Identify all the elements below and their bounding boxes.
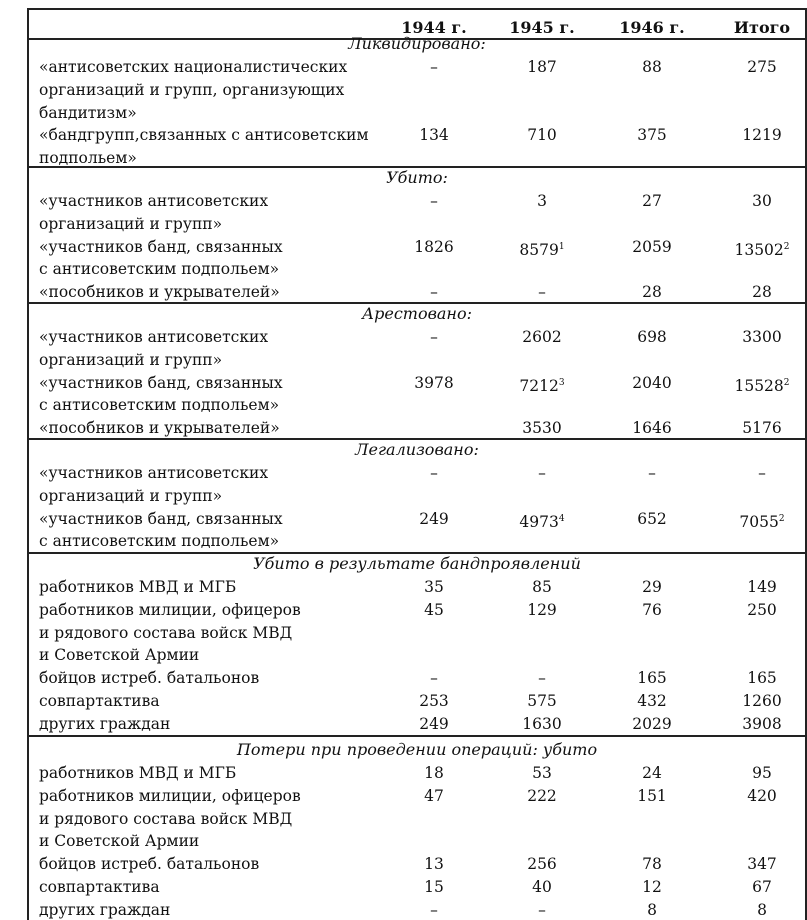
- row-label-line: бойцов истреб. батальонов: [39, 669, 260, 688]
- cell-1946: 432: [637, 692, 667, 710]
- section-title: Убито в результате бандпроявлений: [253, 554, 581, 573]
- cell-1944: –: [430, 900, 438, 919]
- row-label-line: «участников банд, связанных: [39, 509, 283, 528]
- row-label-line: и Советской Армии: [39, 832, 200, 851]
- row-label: [39, 785, 389, 853]
- table-row: [29, 853, 805, 876]
- cell-1946: 2040: [632, 373, 672, 392]
- cell-1945: 129: [527, 600, 557, 619]
- cell-total: 165: [747, 669, 777, 688]
- cell-total: 275: [747, 58, 777, 76]
- section-title: Потери при проведении операций: убито: [236, 740, 598, 759]
- row-label: [39, 576, 389, 599]
- row-label: [39, 876, 389, 899]
- table-row: [29, 690, 805, 713]
- cell-1945: –: [538, 669, 546, 688]
- row-label-line: организаций и групп»: [39, 214, 223, 233]
- row-label-line: работников МВД и МГБ: [39, 578, 237, 596]
- cell-1946: 27: [642, 192, 662, 210]
- row-label: [39, 462, 389, 508]
- cell-total: 420: [747, 786, 777, 805]
- cell-1945: 85: [532, 578, 552, 596]
- cell-1944: –: [430, 58, 438, 76]
- row-label-line: «участников антисоветских: [39, 328, 269, 346]
- cell-1944: 35: [424, 578, 444, 596]
- cell-total: 3300: [742, 328, 782, 346]
- row-label: [39, 599, 389, 667]
- section-title: Убито:: [386, 168, 448, 187]
- table-row: [29, 372, 805, 418]
- cell-1946: 2029: [632, 714, 672, 733]
- row-label: [39, 124, 389, 170]
- cell-1945: 53: [532, 764, 552, 782]
- cell-1944: –: [430, 669, 438, 688]
- row-label: [39, 853, 389, 876]
- section-title: Арестовано:: [361, 304, 472, 323]
- footnote-marker: 4: [558, 513, 565, 524]
- cell-1944: –: [430, 464, 438, 482]
- row-label: [39, 281, 389, 304]
- row-label-line: совпартактива: [39, 692, 160, 710]
- row-label-line: других граждан: [39, 714, 171, 733]
- cell-1944: 13: [424, 855, 444, 874]
- table-row: [29, 899, 805, 920]
- cell-1946: 1646: [632, 419, 672, 438]
- row-label-line: подпольем»: [39, 149, 137, 168]
- cell-total: 149: [747, 578, 777, 596]
- row-label: [39, 667, 389, 690]
- footnote-marker: 1: [558, 241, 565, 252]
- row-label: [39, 713, 389, 736]
- row-label-line: с антисоветским подпольем»: [39, 396, 280, 415]
- footnote-marker: 3: [558, 377, 565, 388]
- cell-total: 8: [757, 900, 767, 919]
- cell-total: 67: [752, 878, 772, 896]
- cell-1945: –: [538, 464, 546, 482]
- table-row: [29, 599, 805, 667]
- cell-total: 13502$^2$: [734, 240, 790, 259]
- table-row: [29, 326, 805, 372]
- cell-1944: 3978: [414, 373, 454, 392]
- row-label-line: «участников антисоветских: [39, 192, 269, 210]
- column-header-1946: 1946 г.: [619, 18, 685, 37]
- footnote-marker: 2: [778, 513, 785, 524]
- row-label-line: организаций и групп, организующих: [39, 80, 345, 99]
- cell-1945: 575: [527, 692, 557, 710]
- row-label: [39, 762, 389, 785]
- row-label: [39, 899, 389, 920]
- cell-1945: 8579$^1$: [519, 240, 565, 259]
- cell-1945: 3530: [522, 419, 562, 438]
- cell-1946: –: [648, 464, 656, 482]
- cell-1944: 253: [419, 692, 449, 710]
- cell-1945: 40: [532, 878, 552, 896]
- cell-1946: 88: [642, 58, 662, 76]
- section-title: Ликвидировано:: [348, 34, 486, 53]
- cell-total: –: [758, 464, 766, 482]
- row-label: [39, 56, 389, 124]
- row-label-line: с антисоветским подпольем»: [39, 260, 280, 279]
- cell-1945: 187: [527, 58, 557, 76]
- cell-1946: 2059: [632, 237, 672, 256]
- table-row: [29, 56, 805, 124]
- cell-1945: –: [538, 900, 546, 919]
- column-header-1944: 1944 г.: [401, 18, 467, 37]
- cell-total: 28: [752, 283, 772, 302]
- table-row: [29, 462, 805, 508]
- row-label-line: работников милиции, офицеров: [39, 600, 301, 619]
- row-label: [39, 508, 389, 554]
- cell-1946: 76: [642, 600, 662, 619]
- row-label-line: и рядового состава войск МВД: [39, 809, 293, 828]
- table-row: [29, 667, 805, 690]
- table-row: [29, 190, 805, 236]
- cell-1944: 45: [424, 600, 444, 619]
- row-label: [39, 372, 389, 418]
- cell-1946: 28: [642, 283, 662, 302]
- cell-1944: 18: [424, 764, 444, 782]
- row-label-line: работников МВД и МГБ: [39, 764, 237, 782]
- footnote-marker: 2: [783, 241, 790, 252]
- row-label-line: «участников банд, связанных: [39, 373, 283, 392]
- cell-1945: 2602: [522, 328, 562, 346]
- cell-total: 250: [747, 600, 777, 619]
- cell-1945: 1630: [522, 714, 562, 733]
- table-row: [29, 876, 805, 899]
- cell-1944: 47: [424, 786, 444, 805]
- cell-1945: 4973$^4$: [519, 512, 565, 531]
- footnote-marker: 2: [783, 377, 790, 388]
- row-label-line: и Советской Армии: [39, 646, 200, 665]
- cell-1946: 375: [637, 126, 667, 145]
- table-row: [29, 124, 805, 170]
- cell-1944: 249: [419, 509, 449, 528]
- cell-1944: –: [430, 192, 438, 210]
- table-row: [29, 236, 805, 282]
- cell-1946: 652: [637, 509, 667, 528]
- cell-1946: 24: [642, 764, 662, 782]
- row-label-line: «участников антисоветских: [39, 464, 269, 482]
- section-title: Легализовано:: [355, 440, 479, 459]
- cell-1946: 12: [642, 878, 662, 896]
- row-label-line: и рядового состава войск МВД: [39, 623, 293, 642]
- cell-1944: 134: [419, 126, 449, 145]
- cell-1946: 151: [637, 786, 667, 805]
- row-label-line: «антисоветских националистических: [39, 58, 348, 76]
- table-row: [29, 281, 805, 304]
- row-label-line: «бандгрупп,связанных с антисоветским: [39, 126, 369, 145]
- statistics-table: [27, 8, 807, 920]
- column-header-total: Итого: [733, 18, 791, 37]
- table-row: [29, 508, 805, 554]
- cell-1945: 7212$^3$: [519, 376, 565, 395]
- column-header-1945: 1945 г.: [509, 18, 575, 37]
- table-row: [29, 713, 805, 736]
- cell-total: 1219: [742, 126, 782, 145]
- row-label-line: «пособников и укрывателей»: [39, 419, 280, 438]
- row-label-line: работников милиции, офицеров: [39, 786, 301, 805]
- cell-1944: –: [430, 283, 438, 302]
- cell-1944: 15: [424, 878, 444, 896]
- cell-1945: 3: [537, 192, 547, 210]
- cell-total: 95: [752, 764, 772, 782]
- cell-total: 5176: [742, 419, 782, 438]
- row-label-line: организаций и групп»: [39, 350, 223, 369]
- table-row: [29, 762, 805, 785]
- row-label: [39, 417, 389, 440]
- cell-1946: 698: [637, 328, 667, 346]
- cell-1946: 78: [642, 855, 662, 874]
- row-label: [39, 326, 389, 372]
- cell-1945: –: [538, 283, 546, 302]
- row-label-line: «участников банд, связанных: [39, 237, 283, 256]
- table-row: [29, 576, 805, 599]
- row-label-line: организаций и групп»: [39, 486, 223, 505]
- row-label: [39, 690, 389, 713]
- row-label: [39, 236, 389, 282]
- cell-1944: –: [430, 328, 438, 346]
- row-label: [39, 190, 389, 236]
- cell-total: 15528$^2$: [734, 376, 790, 395]
- row-label-line: бандитизм»: [39, 103, 137, 122]
- cell-total: 347: [747, 855, 777, 874]
- cell-total: 30: [752, 192, 772, 210]
- row-label-line: бойцов истреб. батальонов: [39, 855, 260, 874]
- table-row: [29, 417, 805, 440]
- cell-1944: 249: [419, 714, 449, 733]
- cell-1945: 222: [527, 786, 557, 805]
- row-label-line: с антисоветским подпольем»: [39, 532, 280, 551]
- row-label-line: «пособников и укрывателей»: [39, 283, 280, 302]
- cell-1945: 256: [527, 855, 557, 874]
- cell-total: 3908: [742, 714, 782, 733]
- cell-1946: 165: [637, 669, 667, 688]
- cell-1945: 710: [527, 126, 557, 145]
- row-label-line: совпартактива: [39, 878, 160, 896]
- cell-1946: 8: [647, 900, 657, 919]
- cell-total: 7055$^2$: [739, 512, 785, 531]
- cell-total: 1260: [742, 692, 782, 710]
- table-row: [29, 785, 805, 853]
- cell-1944: 1826: [414, 237, 454, 256]
- row-label-line: других граждан: [39, 900, 171, 919]
- cell-1946: 29: [642, 578, 662, 596]
